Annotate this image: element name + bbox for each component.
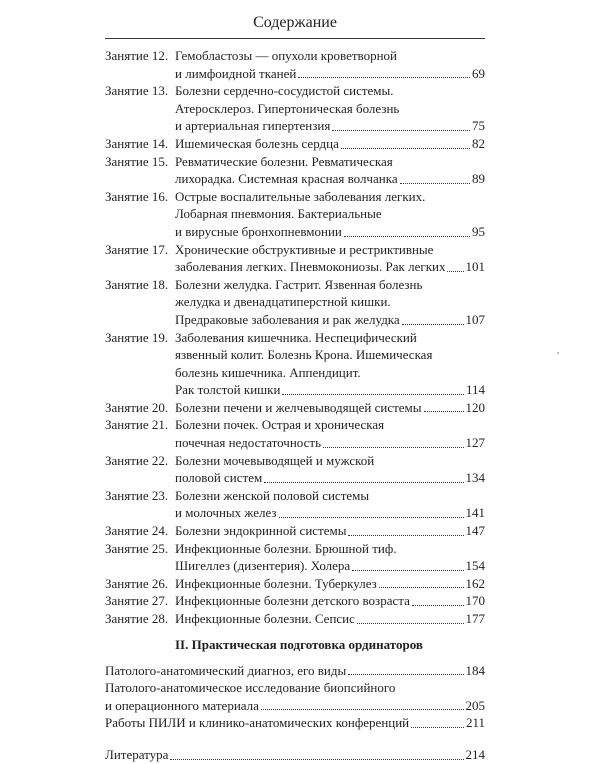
toc-entry[interactable] (105, 662, 485, 680)
page-number[interactable]: 75 (472, 118, 485, 134)
entry-title-text: Острые воспалительные заболевания легких. (175, 188, 426, 204)
entry-title-text: Болезни сердечно-сосудистой системы. (175, 83, 394, 99)
entry-title-text: и молочных желез (175, 505, 277, 521)
entry-line (105, 697, 485, 715)
entry-title-text: Работы ПИЛИ и клинико-анатомических конференций (105, 715, 410, 731)
session-label: Занятие 22. (105, 452, 169, 468)
entry-line (175, 258, 485, 276)
entry-line (175, 329, 485, 347)
session-label: Занятие 17. (105, 241, 169, 257)
dot-leader (352, 569, 463, 571)
page-number[interactable]: 107 (465, 311, 485, 327)
entry-line (175, 522, 485, 540)
entry-line (105, 662, 485, 680)
session-label: Занятие 28. (105, 611, 169, 626)
entry-body (175, 135, 485, 153)
entry-body (175, 416, 485, 451)
entry-line (175, 416, 485, 434)
toc-entry[interactable] (0, 416, 600, 451)
entry-title-text: Инфекционные болезни детского возраста (175, 593, 410, 609)
toc-entry[interactable] (0, 592, 600, 610)
entry-body (175, 487, 485, 522)
toc-entry[interactable] (0, 452, 600, 487)
entry-line (175, 434, 485, 452)
entry-title-text: Ревматические болезни. Ревматическая (175, 153, 393, 169)
entry-title-text: Инфекционные болезни. Сепсис (175, 611, 355, 626)
dot-leader (348, 534, 463, 536)
entry-title-text: половой систем (175, 470, 263, 486)
toc-entry[interactable] (0, 153, 600, 188)
entry-title-text: Предраковые заболевания и рак желудка (175, 311, 400, 327)
entry-line (175, 223, 485, 241)
page-number[interactable]: 127 (465, 435, 485, 451)
entry-title-text: Гемобластозы — опухоли кроветворной (175, 48, 397, 63)
page-number[interactable]: 82 (472, 135, 485, 151)
page-number[interactable]: 184 (465, 662, 485, 678)
session-label: Занятие 26. (105, 575, 169, 591)
entry-line (175, 170, 485, 188)
entry-line (175, 293, 485, 311)
page-number[interactable]: 114 (465, 382, 485, 398)
entry-body (175, 82, 485, 135)
session-label: Занятие 21. (105, 417, 169, 433)
entry-body (175, 540, 485, 575)
entry-body (175, 610, 485, 628)
toc-entry[interactable] (0, 399, 600, 417)
toc-entry[interactable] (0, 47, 600, 82)
dot-leader (379, 586, 464, 588)
entry-line (175, 276, 485, 294)
entry-body (175, 153, 485, 188)
entry-title-text: почечная недостаточность (175, 435, 322, 451)
entry-body (175, 188, 485, 241)
entry-body (175, 329, 485, 399)
entry-title-text: желудка и двенадцатиперстной кишки. (175, 294, 391, 310)
entry-title-text: Инфекционные болезни. Брюшной тиф. (175, 540, 397, 556)
session-label: Занятие 15. (105, 153, 169, 169)
dot-leader (348, 673, 463, 675)
page-number[interactable]: 170 (465, 593, 485, 609)
dot-leader (279, 516, 464, 518)
entry-title-text: Шигеллез (дизентерия). Холера (175, 558, 351, 574)
entry-line (175, 47, 485, 65)
toc-entry[interactable] (0, 575, 600, 593)
page-number[interactable]: 177 (465, 611, 485, 626)
session-label: Занятие 18. (105, 276, 169, 292)
toc-entry[interactable] (0, 522, 600, 540)
page-number[interactable]: 101 (465, 259, 485, 275)
page-number[interactable]: 154 (465, 558, 485, 574)
section2-list (0, 662, 600, 732)
session-label: Занятие 16. (105, 188, 169, 204)
entry-title-text: Болезни эндокринной системы (175, 523, 347, 539)
entry-line (175, 610, 485, 628)
dot-leader (323, 446, 463, 448)
page-number[interactable]: 214 (465, 746, 485, 762)
entry-body (175, 575, 485, 593)
entry-line (175, 188, 485, 206)
entry-title-text: Литература (105, 746, 169, 762)
dot-leader (298, 76, 470, 78)
dot-leader (344, 235, 470, 237)
entry-body (175, 592, 485, 610)
entry-line (175, 153, 485, 171)
entry-line (105, 714, 485, 732)
entry-line (175, 575, 485, 593)
entry-line (175, 504, 485, 522)
entry-body (175, 47, 485, 82)
toc-entry[interactable] (105, 679, 485, 714)
session-label: Занятие 23. (105, 487, 169, 503)
toc-entry[interactable] (0, 276, 600, 329)
page-number[interactable]: 89 (472, 171, 485, 187)
entry-line (175, 241, 485, 259)
entry-title-text: Лобарная пневмония. Бактериальные (175, 206, 382, 222)
page-number[interactable]: 147 (465, 523, 485, 539)
toc-entry[interactable] (0, 188, 600, 241)
toc-entry[interactable] (0, 329, 600, 399)
literature-entry-wrap (0, 746, 600, 764)
entry-title-text: и артериальная гипертензия (175, 118, 331, 134)
entry-title-text: Атеросклероз. Гипертоническая болезнь (175, 100, 400, 116)
entry-body (175, 522, 485, 540)
running-head: Содержание (253, 14, 337, 31)
entry-title-text: язвенный колит. Болезнь Крона. Ишемическая (175, 347, 433, 363)
toc-entry[interactable] (0, 135, 600, 153)
dot-leader (332, 129, 470, 131)
section-title: II. Практическая подготовка ординаторов (175, 636, 423, 652)
toc-entry[interactable] (0, 610, 600, 628)
entry-line (175, 100, 485, 118)
dot-leader (447, 270, 463, 272)
entry-title-text: и лимфоидной тканей (175, 65, 297, 81)
entry-body (175, 241, 485, 276)
entry-line (105, 746, 485, 764)
entry-title-text: Ишемическая болезнь сердца (175, 135, 339, 151)
page-number[interactable]: 211 (465, 715, 485, 731)
page-number[interactable]: 120 (465, 399, 485, 415)
page-number[interactable]: 141 (465, 505, 485, 521)
session-label: Занятие 27. (105, 593, 169, 609)
dot-leader (402, 323, 464, 325)
entry-body (175, 399, 485, 417)
entry-line (175, 364, 485, 382)
entry-title-text: Болезни почек. Острая и хроническая (175, 417, 385, 433)
entry-line (175, 346, 485, 364)
entry-line (175, 65, 485, 83)
toc-entry[interactable] (0, 487, 600, 522)
session-label: Занятие 14. (105, 135, 169, 151)
entry-line (175, 117, 485, 135)
entry-title-text: Инфекционные болезни. Туберкулез (175, 575, 377, 591)
spacer (0, 732, 600, 746)
entry-body (175, 452, 485, 487)
page-number[interactable]: 134 (465, 470, 485, 486)
entry-line (175, 592, 485, 610)
literature-entry[interactable] (105, 746, 485, 764)
entry-title-text: Патолого-анатомический диагноз, его виды (105, 662, 347, 678)
header-rule (105, 38, 485, 39)
page-number[interactable]: 95 (472, 223, 485, 239)
entry-line (175, 399, 485, 417)
dot-leader (282, 393, 464, 395)
sessions-list (0, 47, 600, 628)
session-label: Занятие 13. (105, 83, 169, 99)
toc-entry[interactable] (0, 540, 600, 575)
entry-body (175, 276, 485, 329)
table-of-contents (0, 47, 600, 764)
entry-title-text: Рак толстой кишки (175, 382, 281, 398)
toc-entry[interactable] (0, 241, 600, 276)
dot-leader (412, 604, 464, 606)
entry-line (105, 679, 485, 697)
margin-speck (557, 352, 559, 354)
entry-title-text: Болезни женской половой системы (175, 487, 370, 503)
dot-leader (411, 726, 464, 728)
dot-leader (261, 708, 464, 710)
dot-leader (170, 758, 463, 760)
entry-line (175, 135, 485, 153)
entry-title-text: болезнь кишечника. Аппендицит. (175, 364, 361, 380)
entry-line (175, 311, 485, 329)
entry-title-text: и вирусные бронхопневмонии (175, 223, 342, 239)
session-label: Занятие 20. (105, 399, 169, 415)
entry-line (175, 557, 485, 575)
dot-leader (424, 410, 464, 412)
page-number[interactable]: 69 (472, 65, 485, 81)
toc-entry[interactable] (105, 714, 485, 732)
dot-leader (341, 147, 470, 149)
session-label: Занятие 12. (105, 48, 169, 63)
dot-leader (400, 182, 470, 184)
session-label: Занятие 24. (105, 523, 169, 539)
entry-title-text: Хронические обструктивные и рестриктивные (175, 241, 434, 257)
entry-title-text: Болезни мочевыводящей и мужской (175, 452, 375, 468)
entry-line (175, 381, 485, 399)
session-label: Занятие 19. (105, 329, 169, 345)
entry-line (175, 452, 485, 470)
page-number[interactable]: 205 (465, 697, 485, 713)
entry-line (175, 469, 485, 487)
entry-title-text: лихорадка. Системная красная волчанка (175, 171, 398, 187)
entry-title-text: Болезни печени и желчевыводящей системы (175, 399, 422, 415)
toc-entry[interactable] (0, 82, 600, 135)
entry-title-text: Заболевания кишечника. Неспецифический (175, 329, 417, 345)
entry-line (175, 540, 485, 558)
entry-line (175, 205, 485, 223)
entry-line (175, 82, 485, 100)
entry-title-text: Болезни желудка. Гастрит. Язвенная болезнь (175, 276, 423, 292)
dot-leader (264, 481, 463, 483)
dot-leader (357, 622, 464, 624)
entry-title-text: Патолого-анатомическое исследование биопсийного (105, 680, 396, 696)
page-number[interactable]: 162 (465, 575, 485, 591)
session-label: Занятие 25. (105, 540, 169, 556)
entry-line (175, 487, 485, 505)
entry-title-text: и операционного материала (105, 697, 259, 713)
entry-title-text: заболевания легких. Пневмокониозы. Рак легких (175, 259, 446, 275)
